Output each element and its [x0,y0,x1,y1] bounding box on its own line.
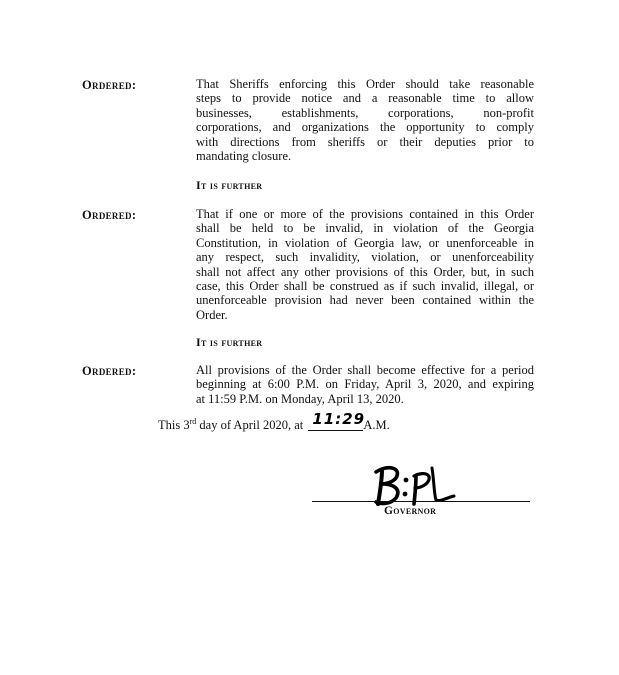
paragraph-line: unenforceable provision had never been contained within the [196,293,534,308]
paragraph-line: Order. [196,307,228,322]
paragraph-line: corporations, and organizations the opportunity to comply [196,120,534,135]
ordered-label-2: Ordered: [82,208,137,222]
time-suffix: A.M. [363,418,390,432]
paragraph-line: steps to provide notice and a reasonable time to allow [196,91,534,106]
ordered-paragraph-2 [196,207,534,322]
paragraph-line: with directions from sheriffs or their deputies prior to [196,134,534,149]
paragraph-line: case, this Order shall be construed as if such invalid, illegal, or [196,279,534,294]
date-prefix: This 3 [158,418,190,432]
governor-title: Governor [384,505,437,517]
ordered-label-1: Ordered: [82,78,137,92]
paragraph-line: any respect, such invalidity, violation, or unenforceability [196,250,534,265]
ordered-paragraph-3 [196,363,534,406]
paragraph-line: at 11:59 P.M. on Monday, April 13, 2020. [196,391,404,406]
paragraph-line: shall be held to be invalid, in violation of the Georgia [196,221,534,236]
date-line [158,410,390,433]
signature-line [312,501,530,502]
time-blank [308,410,366,431]
paragraph-line: That if one or more of the provisions contained in this Order [196,207,534,221]
date-middle: day of April 2020, at [196,418,307,432]
paragraph-line: Constitution, in violation of Georgia law, or unenforceable in [196,235,534,250]
paragraph-line: mandating closure. [196,149,292,164]
paragraph-line: beginning at 6:00 P.M. on Friday, April 3, 2020, and expiring [196,377,534,392]
paragraph-line: shall not affect any other provisions of this Order, but, in such [196,264,534,279]
governor-signature [368,460,458,510]
it-is-further-2: It is further [196,335,263,349]
paragraph-line: All provisions of the Order shall become effective for a period [196,363,534,377]
ordered-label-3: Ordered: [82,364,137,378]
paragraph-line: That Sheriffs enforcing this Order should take reasonable [196,77,534,91]
handwritten-time: 11:29 [312,410,366,428]
ordered-paragraph-1 [196,77,534,163]
date-ordinal: rd [189,417,197,426]
paragraph-line: businesses, establishments, corporations, non-profit [196,105,534,120]
it-is-further-1: It is further [196,178,263,192]
